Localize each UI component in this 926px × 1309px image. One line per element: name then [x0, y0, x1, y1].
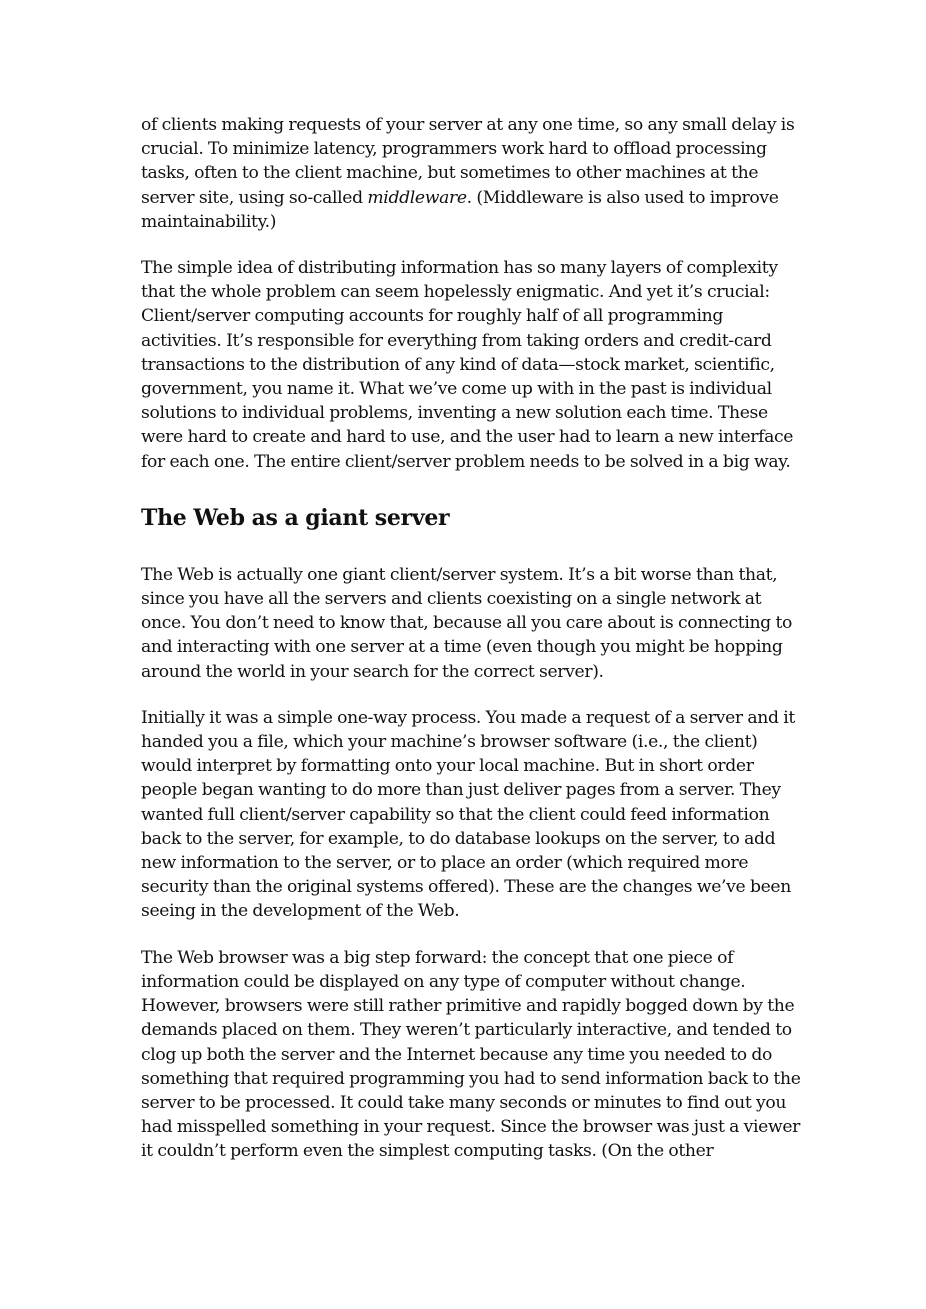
paragraph-middleware-text-end: . (Middleware is also used to improve maintainability.) — [141, 187, 779, 232]
document-page — [141, 113, 801, 1186]
paragraph-middleware — [141, 113, 801, 234]
paragraph-middleware-text-start: of clients making requests of your server at any one time, so any small delay is crucial. To minimize latency, programmers work hard to offload processing tasks, often to the client machine, but sometimes to other machines at the server site, using so-called — [141, 115, 795, 208]
middleware-term: middleware — [367, 187, 467, 208]
section-heading: The Web as a giant server — [141, 504, 450, 531]
paragraph-web-client-server: The Web is actually one giant client/server system. It’s a bit worse than that, since you have all the servers and clients coexisting on a single network at once. You don’t need to know that, because all you care about is connecting to and interacting with one server at a time (even though you might be hopping around the world in your search for the correct server). — [141, 564, 793, 682]
paragraph-one-way-process: Initially it was a simple one-way process. You made a request of a server and it handed you a file, which your machine’s browser software (i.e., the client) would interpret by formatting onto your local machine. But in short order people began wanting to do more than just deliver pages from a server. They wanted full client/server capability so that the client could feed information back to the server, for example, to do database lookups on the server, to add new information to the server, or to place an order (which required more security than the original systems offered). These are the changes we’ve been seeing in the development of the Web. — [141, 707, 795, 922]
paragraph-distributing-information: The simple idea of distributing information has so many layers of complexity that the whole problem can seem hopelessly enigmatic. And yet it’s crucial: Client/server computing accounts for roughly half of all programming activities. It’s responsible for everything from taking orders and credit-card transactions to the distribution of any kind of data—stock market, scientific, government, you name it. What we’ve come up with in the past is individual solutions to individual problems, inventing a new solution each time. These were hard to create and hard to use, and the user had to learn a new interface for each one. The entire client/server problem needs to be solved in a big way. — [141, 258, 794, 472]
paragraph-web-browser: The Web browser was a big step forward: the concept that one piece of information could be displayed on any type of computer without change. However, browsers were still rather primitive and rapidly bogged down by the demands placed on them. They weren’t particularly interactive, and tended to clog up both the server and the Internet because any time you needed to do something that required programming you had to send information back to the server to be processed. It could take many seconds or minutes to find out you had misspelled something in your request. Since the browser was just a viewer it couldn’t perform even the simplest computing tasks. (On the other — [141, 947, 801, 1162]
